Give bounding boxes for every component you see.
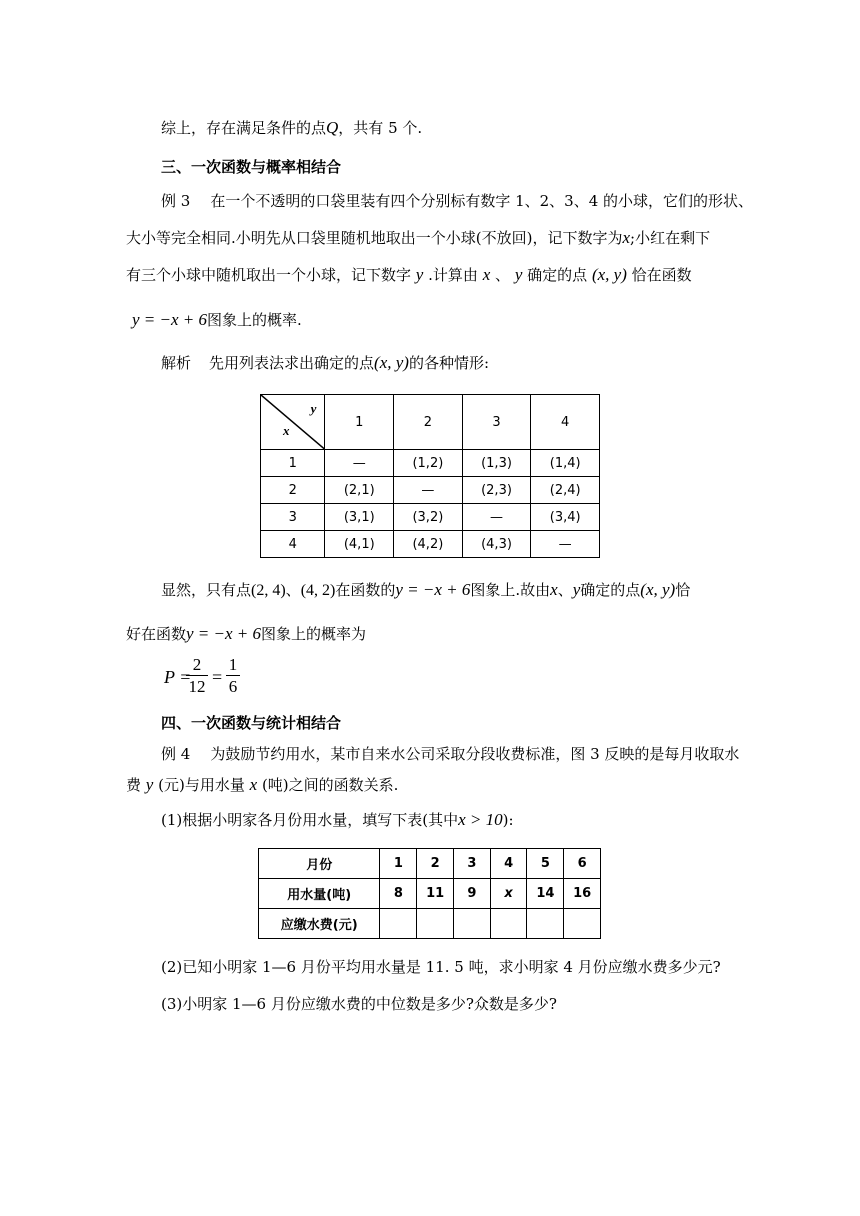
example4-text2b: (元)与用水量	[158, 776, 245, 794]
result-line2	[126, 624, 366, 644]
example4-label: 例 4	[161, 745, 191, 763]
table-cell: (1,3)	[462, 450, 531, 477]
result-text-d: 确定的点	[580, 581, 641, 599]
result-text-2a: 好在函数	[126, 625, 187, 643]
example3-line3	[126, 265, 692, 285]
column-header: 2	[394, 395, 463, 450]
section4-title: 四、一次函数与统计相结合	[161, 714, 342, 732]
table-row	[261, 531, 600, 558]
equals-sign: =	[212, 667, 223, 687]
result-line1	[161, 580, 690, 601]
var-y: y	[514, 265, 523, 284]
denominator: 6	[228, 677, 238, 696]
separator: 、	[285, 581, 301, 599]
table-row	[261, 450, 600, 477]
numerator: 1	[226, 655, 240, 676]
example3-text4b: 图象上的概率.	[207, 311, 302, 329]
probability-label: P =	[164, 667, 192, 687]
fee-cell	[564, 909, 601, 939]
point-xy: (x, y)	[591, 265, 627, 284]
example3-text3d: 恰在函数	[631, 266, 692, 284]
analysis-text-b: 的各种情形:	[408, 354, 490, 372]
column-header: 4	[531, 395, 600, 450]
table-cell: (1,4)	[531, 450, 600, 477]
fee-cell	[527, 909, 564, 939]
function-equation: y = −x + 6	[395, 580, 471, 599]
point-q: Q	[326, 118, 339, 137]
example3-line2	[126, 228, 710, 248]
section3-title: 三、一次函数与概率相结合	[161, 158, 342, 176]
fee-cell	[417, 909, 454, 939]
example3-line1	[161, 191, 753, 211]
table-cell: (4,1)	[325, 531, 394, 558]
fee-cell	[453, 909, 490, 939]
table-cell: —	[531, 531, 600, 558]
example3-text3c: 确定的点	[527, 266, 588, 284]
table-row	[259, 849, 601, 879]
table-header-row	[261, 395, 600, 450]
point-4-2: (4, 2)	[300, 582, 336, 599]
corner-cell	[261, 395, 325, 450]
row-header: 4	[261, 531, 325, 558]
usage-cell: 11	[417, 879, 454, 909]
corner-y-label: y	[310, 401, 317, 416]
table-cell: —	[394, 477, 463, 504]
question1-line	[161, 810, 514, 830]
example3-label: 例 3	[161, 192, 191, 210]
row-header: 1	[261, 450, 325, 477]
row-label-usage: 用水量(吨)	[259, 879, 380, 909]
month-cell: 6	[564, 849, 601, 879]
condition-x-gt-10: x > 10	[458, 810, 503, 829]
var-y: y	[572, 580, 581, 599]
conclusion-suffix: ，共有 5 个.	[338, 119, 423, 137]
point-xy: (x, y)	[640, 580, 676, 599]
month-cell: 4	[490, 849, 527, 879]
analysis-label: 解析	[161, 354, 192, 372]
analysis-line	[161, 353, 489, 373]
fraction-2-12	[186, 655, 208, 698]
analysis-text-a: 先用列表法求出确定的点	[209, 354, 375, 372]
table-row	[259, 879, 601, 909]
conclusion-line	[161, 118, 422, 138]
corner-x-label: x	[283, 423, 290, 438]
var-x: x	[482, 265, 491, 284]
column-header: 3	[462, 395, 531, 450]
conclusion-text: 综上，存在满足条件的点	[161, 119, 327, 137]
result-text-b: 在函数的	[335, 581, 396, 599]
water-usage-table	[258, 848, 601, 939]
question1-suffix: ):	[502, 811, 514, 829]
example4-text2c: (吨)之间的函数关系.	[261, 776, 399, 794]
function-equation: y = −x + 6	[186, 624, 262, 643]
table-cell: (3,1)	[325, 504, 394, 531]
outcomes-table	[260, 394, 600, 558]
result-text-c: 图象上.故由	[470, 581, 551, 599]
table-cell: —	[325, 450, 394, 477]
table-cell: (2,1)	[325, 477, 394, 504]
fraction-1-6	[226, 655, 240, 698]
month-cell: 1	[380, 849, 417, 879]
table-cell: (1,2)	[394, 450, 463, 477]
example3-text2a: 大小等完全相同.小明先从口袋里随机地取出一个小球(不放回)，记下数字为	[126, 229, 623, 247]
var-x: x	[622, 228, 631, 247]
table-cell: (4,3)	[462, 531, 531, 558]
column-header: 1	[325, 395, 394, 450]
fee-cell	[490, 909, 527, 939]
example4-text1: 为鼓励节约用水，某市自来水公司采取分段收费标准，图 3 反映的是每月收取水	[210, 745, 740, 763]
table-cell: (2,4)	[531, 477, 600, 504]
row-header: 3	[261, 504, 325, 531]
point-xy: (x, y)	[374, 353, 409, 372]
var-y: y	[415, 265, 424, 284]
numerator: 2	[186, 655, 208, 676]
result-text-2b: 图象上的概率为	[261, 625, 367, 643]
usage-cell: 8	[380, 879, 417, 909]
var-x: x	[249, 775, 258, 794]
month-cell: 5	[527, 849, 564, 879]
question2-line: (2)已知小明家 1—6 月份平均用水量是 11. 5 吨，求小明家 4 月份应缴水费多少元?	[161, 958, 721, 976]
result-text-e: 恰	[675, 581, 691, 599]
example3-text2b: ;小红在剩下	[630, 229, 711, 247]
table-cell: (3,4)	[531, 504, 600, 531]
example4-line1	[161, 744, 739, 764]
question3-line: (3)小明家 1—6 月份应缴水费的中位数是多少?众数是多少?	[161, 995, 557, 1013]
table-cell: —	[462, 504, 531, 531]
table-cell: (3,2)	[394, 504, 463, 531]
var-y: y	[145, 775, 154, 794]
row-label-fee: 应缴水费(元)	[259, 909, 380, 939]
table-row	[261, 504, 600, 531]
example4-text2a: 费	[126, 776, 142, 794]
denominator: 12	[188, 677, 206, 696]
example3-text3a: 有三个小球中随机取出一个小球，记下数字	[126, 266, 412, 284]
table-row	[259, 909, 601, 939]
fee-cell	[380, 909, 417, 939]
question1-text: (1)根据小明家各月份用水量，填写下表(其中	[161, 811, 459, 829]
usage-cell: 16	[564, 879, 601, 909]
month-cell: 2	[417, 849, 454, 879]
point-2-4: (2, 4)	[251, 582, 286, 599]
row-header: 2	[261, 477, 325, 504]
row-label-month: 月份	[259, 849, 380, 879]
var-x: x	[550, 580, 558, 599]
example3-text1: 在一个不透明的口袋里装有四个分别标有数字 1、2、3、4 的小球，它们的形状、	[210, 192, 754, 210]
result-text-a: 显然，只有点	[161, 581, 252, 599]
table-row	[261, 477, 600, 504]
table-cell: (2,3)	[462, 477, 531, 504]
example3-line4	[132, 310, 302, 330]
function-equation: y = −x + 6	[132, 310, 208, 329]
separator: 、	[495, 266, 511, 284]
usage-cell: 14	[527, 879, 564, 909]
table-cell: (4,2)	[394, 531, 463, 558]
separator: 、	[557, 581, 573, 599]
usage-cell: 9	[453, 879, 490, 909]
usage-cell: x	[490, 879, 527, 909]
example4-line2	[126, 775, 398, 795]
month-cell: 3	[453, 849, 490, 879]
example3-text3b: .计算由	[428, 266, 478, 284]
